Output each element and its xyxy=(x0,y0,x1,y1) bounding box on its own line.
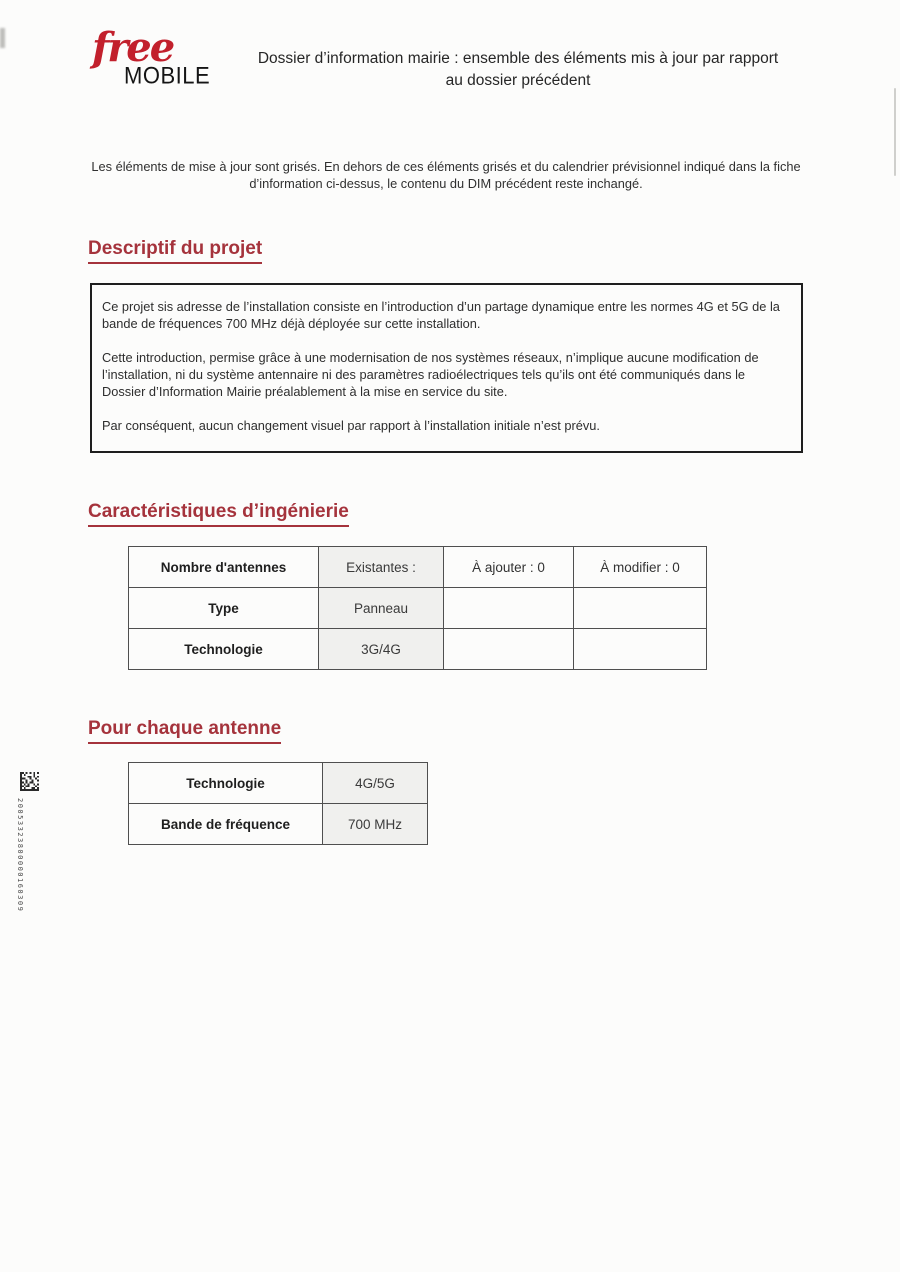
scan-serial-number: 20053323800000160309 xyxy=(16,798,24,913)
heading-ingenierie: Caractéristiques d’ingénierie xyxy=(88,501,349,527)
empty-cell xyxy=(444,588,574,629)
description-paragraph: Cette introduction, permise grâce à une modernisation de nos systèmes réseaux, n’implique aucune modification de l’installation, ni du système antennaire ni des paramètres radioélectriques tels qu’ils ont été communiqués dans le Dossier d’Information Mairie préalablement à la mise en service du site. xyxy=(102,350,759,399)
table-row xyxy=(129,588,707,629)
datamatrix-barcode-icon xyxy=(20,772,39,791)
value-cell: 700 MHz xyxy=(323,804,428,845)
logo-sub-text: MOBILE xyxy=(124,61,211,89)
table-row xyxy=(129,629,707,670)
row-label-cell: Nombre d'antennes xyxy=(129,547,319,588)
row-label-cell: Bande de fréquence xyxy=(129,804,323,845)
row-label-cell: Type xyxy=(129,588,319,629)
empty-cell xyxy=(444,629,574,670)
empty-cell xyxy=(574,588,707,629)
value-cell: 4G/5G xyxy=(323,763,428,804)
description-paragraph: Ce projet sis adresse de l’installation consiste en l’introduction d’un partage dynamique entre les normes 4G et 5G de la bande de fréquences 700 MHz déjà déployée sur cette installation. xyxy=(102,299,780,331)
empty-cell xyxy=(574,629,707,670)
logo-brand-text: free xyxy=(92,24,174,71)
scan-edge-artifact xyxy=(894,88,896,176)
value-cell: Existantes : xyxy=(319,547,444,588)
description-paragraph: Par conséquent, aucun changement visuel par rapport à l’installation initiale n’est prévu. xyxy=(102,418,600,433)
heading-descriptif: Descriptif du projet xyxy=(88,238,262,264)
table-row xyxy=(129,804,428,845)
antenna-table xyxy=(128,762,428,845)
engineering-table xyxy=(128,546,707,670)
value-cell: À modifier : 0 xyxy=(574,547,707,588)
row-label-cell: Technologie xyxy=(129,763,323,804)
value-cell: Panneau xyxy=(319,588,444,629)
row-label-cell: Technologie xyxy=(129,629,319,670)
free-mobile-logo xyxy=(92,24,242,89)
value-cell: 3G/4G xyxy=(319,629,444,670)
document-title: Dossier d’information mairie : ensemble des éléments mis à jour par rapport au dossier précédent xyxy=(257,50,779,89)
project-description-box xyxy=(90,283,803,453)
table-row xyxy=(129,547,707,588)
heading-antenne: Pour chaque antenne xyxy=(88,718,281,744)
intro-note: Les éléments de mise à jour sont grisés. En dehors de ces éléments grisés et du calendrier prévisionnel indiqué dans la fiche d’information ci-dessus, le contenu du DIM précédent reste inchangé. xyxy=(91,159,801,191)
table-row xyxy=(129,763,428,804)
value-cell: À ajouter : 0 xyxy=(444,547,574,588)
scan-corner-artifact xyxy=(0,28,5,48)
